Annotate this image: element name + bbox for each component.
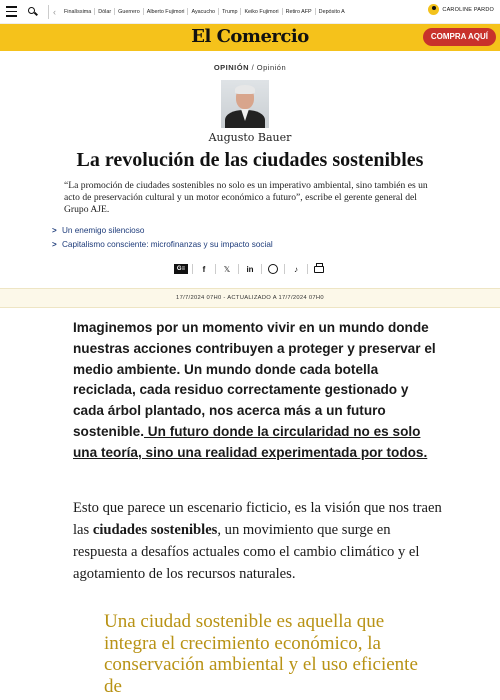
tiktok-icon[interactable]: ♪ (294, 264, 298, 274)
google-news-icon: G≡ (174, 264, 188, 274)
article-headline: La revolución de las ciudades sostenibles (76, 149, 424, 171)
top-nav (0, 0, 500, 24)
pull-quote: Una ciudad sostenible es aquella que integra el crecimiento económico, la conservación ambiental y el uso eficiente de (104, 611, 418, 697)
print-icon[interactable] (308, 261, 330, 277)
user-name: CAROLINE PARDO (442, 6, 494, 13)
article-paragraph (73, 497, 445, 585)
paragraph-text: Esto que parece un escenario ficticio, es la visión que nos traen las (73, 500, 442, 538)
nav-link-guerrero[interactable]: Guerrero (118, 8, 140, 15)
related-link-label: Un enemigo silencioso (62, 225, 145, 235)
user-avatar-icon (428, 4, 439, 15)
chevron-right-icon: > (52, 239, 57, 249)
chevron-right-icon: > (52, 225, 57, 235)
section-main-link[interactable]: OPINIÓN (213, 63, 250, 72)
author-name[interactable]: Augusto Bauer (208, 131, 292, 144)
intro-text: Imaginemos por un momento vivir en un mundo donde nuestras acciones contribuyen a proteger y preservar el medio ambiente. Un mundo donde cada botella reciclada, cada residuo correctamente gestionado y cada árbol plantado, nos acerca más a un futuro sostenible. (73, 320, 436, 439)
chevron-left-icon[interactable]: ‹ (53, 6, 56, 17)
x-twitter-icon[interactable]: 𝕏 (223, 264, 231, 274)
hamburger-menu-icon[interactable] (0, 0, 22, 24)
nav-link-retiro-afp[interactable]: Retiro AFP (285, 8, 312, 15)
intro-underlined-text: Un futuro donde la circularidad no es solo una teoría, sino una realidad experimentada por todos. (73, 423, 428, 460)
related-links (52, 223, 273, 251)
google-news-button[interactable] (170, 261, 192, 277)
site-logo[interactable]: El Comercio (191, 26, 309, 47)
article-lead: “La promoción de ciudades sostenibles no solo es un imperativo ambiental, sino también es un acto de preservación cultural y un motor económico a futuro”, escribe el gerente general del Grupo AJE. (64, 180, 428, 215)
section-breadcrumb (0, 63, 500, 72)
nav-link-trump[interactable]: Trump (222, 8, 238, 15)
whatsapp-icon[interactable] (262, 261, 284, 277)
publish-dates: 17/7/2024 07H0 - ACTUALIZADO A 17/7/2024 07H0 (0, 288, 500, 308)
nav-link-alberto-fujimori[interactable]: Alberto Fujimori (146, 8, 185, 15)
search-icon[interactable] (22, 0, 44, 24)
related-link[interactable] (52, 223, 273, 237)
section-sub-link[interactable]: Opinión (256, 63, 287, 72)
masthead (0, 24, 500, 51)
user-account[interactable] (428, 4, 494, 15)
nav-link-dolar[interactable]: Dólar (98, 8, 112, 15)
share-bar (0, 261, 500, 277)
nav-link-keiko-fujimori[interactable]: Keiko Fujimori (244, 8, 279, 15)
related-link-label: Capitalismo consciente: microfinanzas y su impacto social (62, 239, 273, 249)
nav-link-finalissima[interactable]: Finalíssima (64, 8, 92, 15)
buy-subscription-button[interactable]: COMPRA AQUÍ (423, 28, 496, 46)
facebook-icon[interactable]: f (202, 264, 206, 274)
paragraph-text: , un movimiento que surge en respuesta a desafíos actuales como el cambio climático y el agotamiento de los recursos naturales. (73, 522, 420, 582)
nav-link-deposito[interactable]: Depósito A (318, 8, 345, 15)
breadcrumb-separator: / (249, 63, 257, 72)
related-link[interactable] (52, 237, 273, 251)
trending-links (61, 8, 393, 15)
article-intro-paragraph (73, 318, 439, 464)
nav-divider (48, 5, 49, 19)
paragraph-bold-text: ciudades sostenibles (92, 522, 218, 538)
author-photo[interactable] (221, 80, 269, 128)
nav-link-ayacucho[interactable]: Ayacucho (191, 8, 216, 15)
linkedin-icon[interactable]: in (246, 264, 254, 274)
